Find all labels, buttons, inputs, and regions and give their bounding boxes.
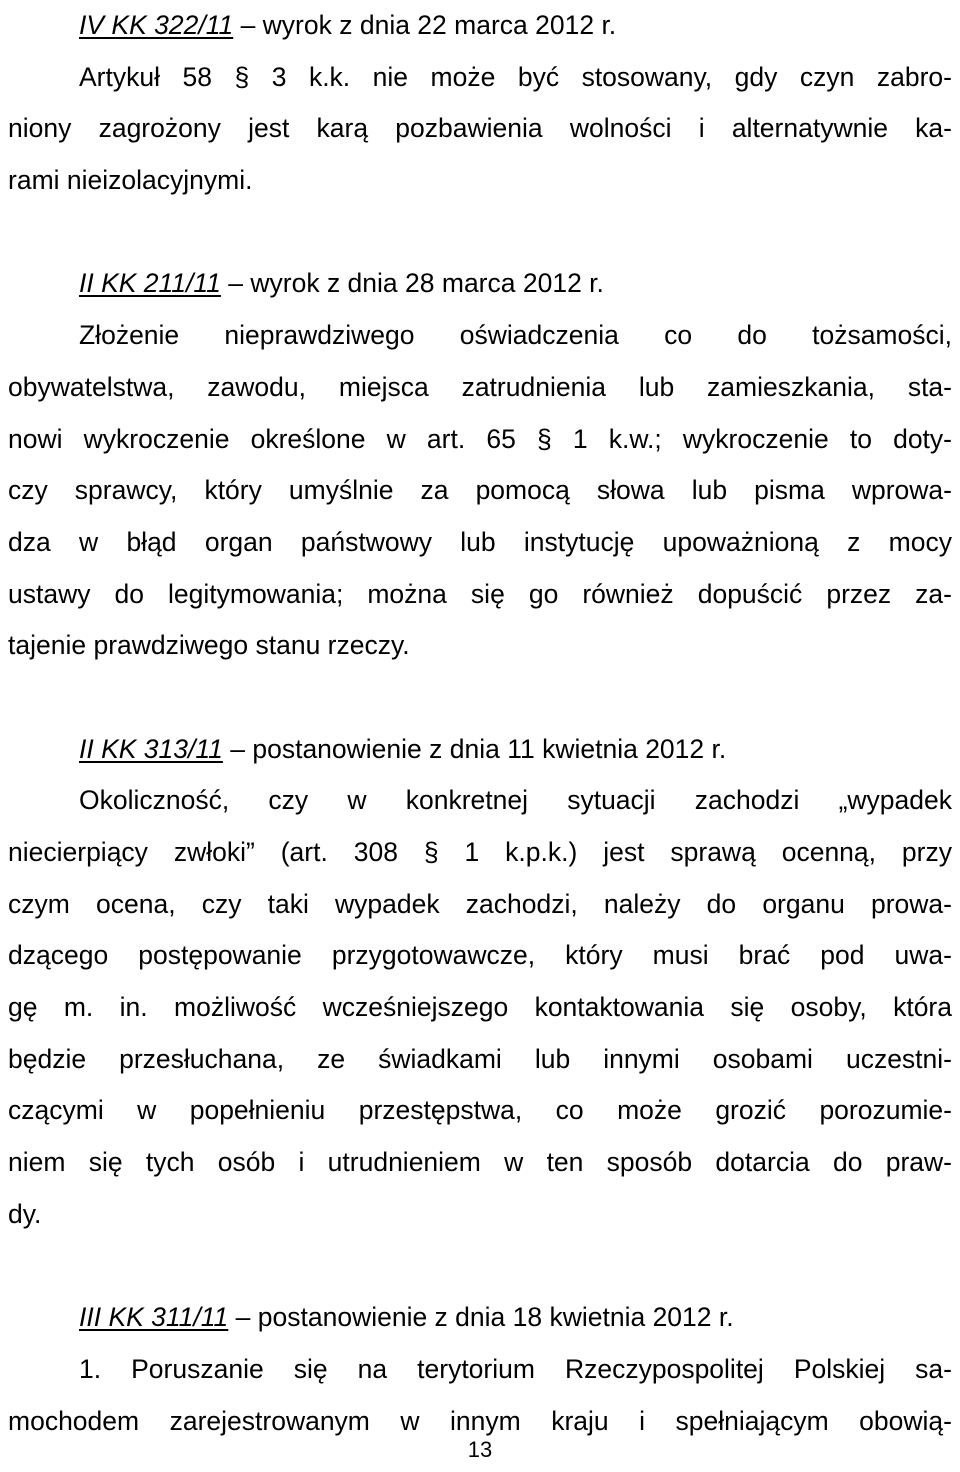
document-page bbox=[8, 0, 952, 1447]
ruling-heading bbox=[8, 1292, 952, 1344]
thesis-line: Złożenie nieprawdziwego oświadczenia co do tożsamości, bbox=[79, 320, 952, 351]
paragraph-gap bbox=[8, 672, 952, 724]
thesis-line: czy sprawcy, który umyślnie za pomocą słowa lub pisma wprowa- bbox=[8, 475, 952, 506]
ruling-entry bbox=[8, 258, 952, 672]
thesis-line: nowi wykroczenie określone w art. 65 § 1 k.w.; wykroczenie to doty- bbox=[8, 423, 952, 454]
ruling-heading bbox=[8, 724, 952, 776]
thesis-line: czącymi w popełnieniu przestępstwa, co może grozić porozumie- bbox=[8, 1095, 952, 1126]
thesis-line: dza w błąd organ państwowy lub instytucję upoważnioną z mocy bbox=[8, 526, 952, 557]
ruling-heading bbox=[8, 258, 952, 310]
ruling-heading-text: – postanowienie z dnia 11 kwietnia 2012 r. bbox=[222, 733, 727, 764]
ruling-heading-text: – wyrok z dnia 22 marca 2012 r. bbox=[233, 10, 617, 40]
case-id: II KK 313/11 bbox=[79, 733, 223, 764]
ruling-entry bbox=[8, 0, 952, 207]
thesis-line: niony zagrożony jest karą pozbawienia wolności i alternatywnie ka- bbox=[8, 113, 952, 144]
paragraph-gap bbox=[8, 1241, 952, 1293]
ruling-heading bbox=[8, 0, 952, 52]
page-number: 13 bbox=[467, 1437, 493, 1462]
thesis-line: będzie przesłuchana, ze świadkami lub innymi osobami uczestni- bbox=[8, 1043, 952, 1074]
case-id: III KK 311/11 bbox=[79, 1302, 229, 1333]
thesis-line: dzącego postępowanie przygotowawcze, który musi brać pod uwa- bbox=[8, 940, 952, 971]
ruling-heading-text: – wyrok z dnia 28 marca 2012 r. bbox=[220, 268, 604, 299]
thesis-line: czym ocena, czy taki wypadek zachodzi, należy do organu prowa- bbox=[8, 888, 952, 919]
thesis-line: obywatelstwa, zawodu, miejsca zatrudnienia lub zamieszkania, sta- bbox=[8, 371, 952, 402]
thesis-line: rami nieizolacyjnymi. bbox=[8, 165, 253, 196]
thesis-line: dy. bbox=[8, 1198, 42, 1229]
ruling-heading-text: – postanowienie z dnia 18 kwietnia 2012 r. bbox=[228, 1302, 734, 1333]
thesis-line: 1. Poruszanie się na terytorium Rzeczypospolitej Polskiej sa- bbox=[79, 1353, 952, 1384]
thesis-line: ustawy do legitymowania; można się go również dopuścić przez za- bbox=[8, 578, 952, 609]
thesis-line: Artykuł 58 § 3 k.k. nie może być stosowany, gdy czyn zabro- bbox=[79, 61, 952, 92]
thesis-line: mochodem zarejestrowanym w innym kraju i spełniającym obowią- bbox=[8, 1405, 952, 1436]
thesis-line: gę m. in. możliwość wcześniejszego kontaktowania się osoby, która bbox=[8, 992, 952, 1023]
thesis-line: Okoliczność, czy w konkretnej sytuacji zachodzi „wypadek bbox=[79, 785, 952, 816]
case-id: II KK 211/11 bbox=[79, 268, 221, 299]
paragraph-gap bbox=[8, 207, 952, 259]
case-id: IV KK 322/11 bbox=[79, 10, 234, 40]
ruling-entry bbox=[8, 724, 952, 1241]
thesis-line: tajenie prawdziwego stanu rzeczy. bbox=[8, 630, 410, 661]
thesis-line: niecierpiący zwłoki” (art. 308 § 1 k.p.k.) jest sprawą ocenną, przy bbox=[8, 837, 952, 867]
ruling-entry bbox=[8, 1292, 952, 1447]
thesis-line: niem się tych osób i utrudnieniem w ten sposób dotarcia do praw- bbox=[8, 1147, 952, 1178]
